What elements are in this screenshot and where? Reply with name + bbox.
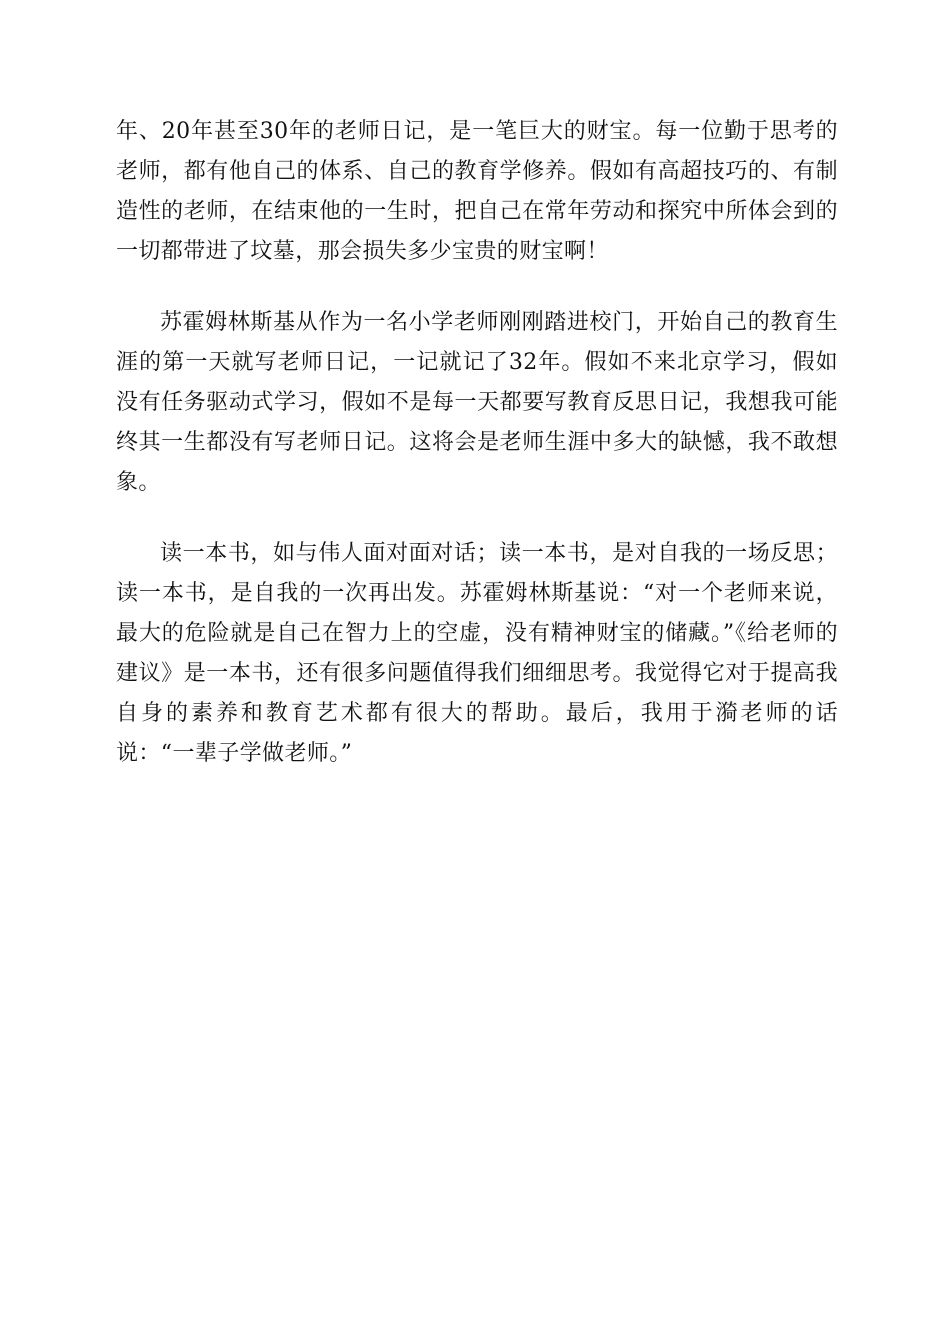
- document-body: [116, 112, 838, 805]
- paragraph-1: 年、20年甚至30年的老师日记，是一笔巨大的财宝。每一位勤于思考的老师，都有他自己的体系、自己的教育学修养。假如有高超技巧的、有制造性的老师，在结束他的一生时，把自己在常年劳动和探究中所体会到的一切都带进了坟墓，那会损失多少宝贵的财宝啊！: [116, 119, 838, 264]
- paragraph-3: 读一本书，如与伟人面对面对话；读一本书，是对自我的一场反思；读一本书，是自我的一次再出发。苏霍姆林斯基说：“对一个老师来说，最大的危险就是自己在智力上的空虚，没有精神财宝的储藏。”《给老师的建议》是一本书，还有很多问题值得我们细细思考。我觉得它对于提高我自身的素养和教育艺术都有很大的帮助。最后，我用于漪老师的话说：“一辈子学做老师。”: [116, 541, 838, 766]
- paragraph-2: 苏霍姆林斯基从作为一名小学老师刚刚踏进校门，开始自己的教育生涯的第一天就写老师日记，一记就记了32年。假如不来北京学习，假如没有任务驱动式学习，假如不是每一天都要写教育反思日记，我想我可能终其一生都没有写老师日记。这将会是老师生涯中多大的缺憾，我不敢想象。: [116, 310, 838, 495]
